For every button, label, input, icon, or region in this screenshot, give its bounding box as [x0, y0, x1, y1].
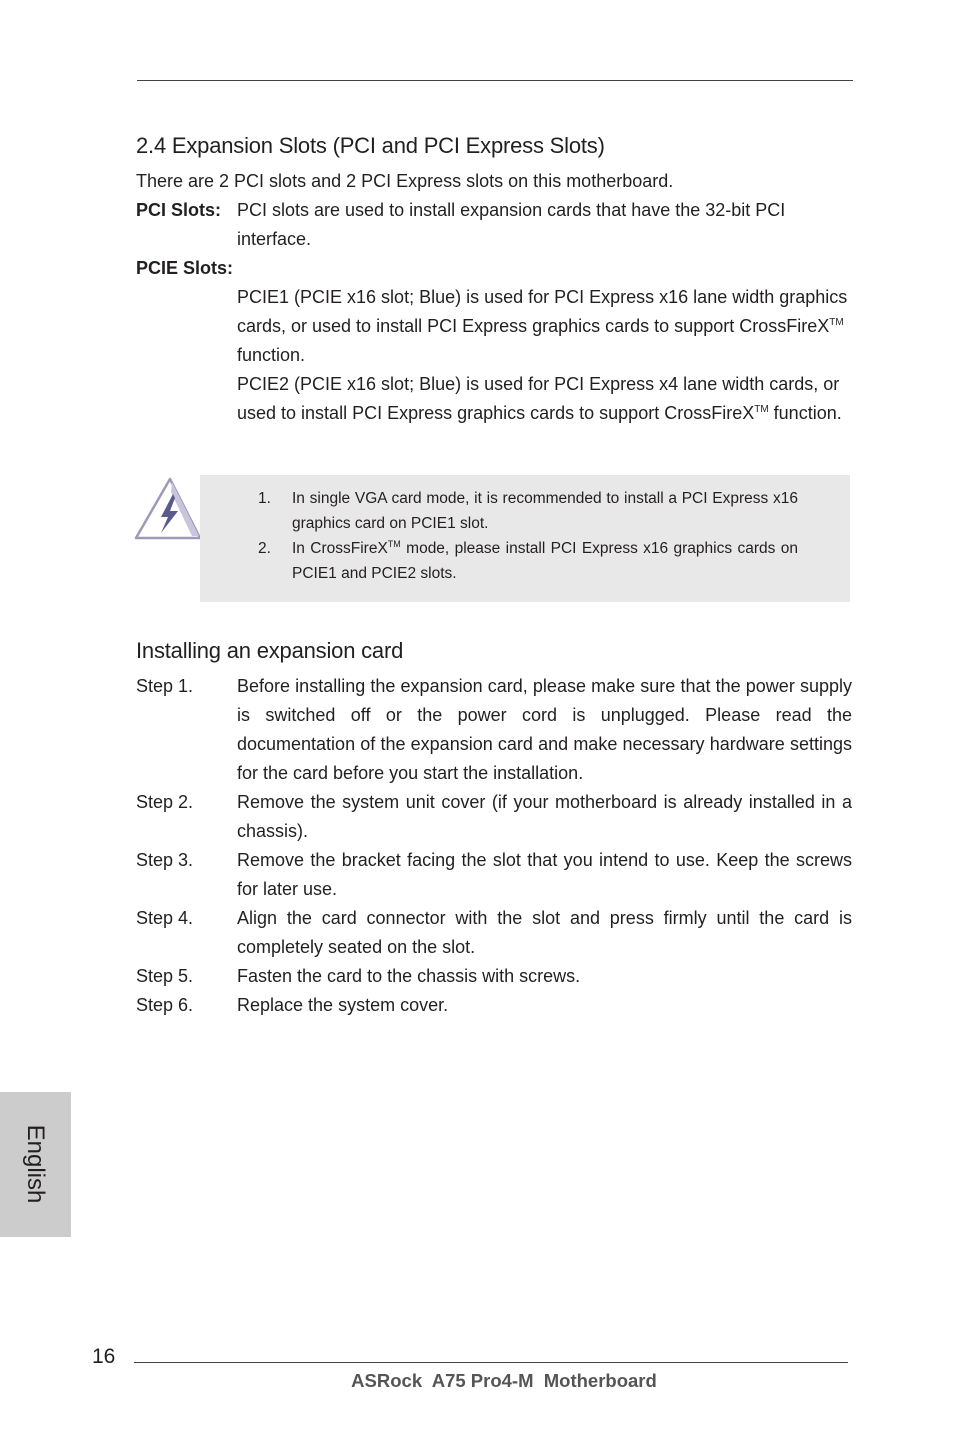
step-label: Step 2.	[136, 792, 194, 812]
note-number: 1.	[258, 490, 271, 507]
language-tab-label: English	[22, 1124, 49, 1204]
note-number: 2.	[258, 540, 271, 557]
step-label: Step 6.	[136, 995, 194, 1015]
step-text: Remove the system unit cover (if your motherboard is already installed in a chassis).	[237, 792, 852, 841]
step-label: Step 5.	[136, 966, 194, 986]
step-text: Align the card connector with the slot and press firmly until the card is completely seated on the slot.	[237, 908, 852, 957]
step-label: Step 3.	[136, 850, 194, 870]
step-text: Remove the bracket facing the slot that you intend to use. Keep the screws for later use.	[237, 850, 852, 899]
install-title: Installing an expansion card	[136, 638, 404, 663]
step-text: Replace the system cover.	[237, 995, 449, 1015]
language-tab	[0, 1092, 71, 1237]
install-step	[136, 962, 852, 991]
install-step	[136, 846, 852, 904]
step-text: Before installing the expansion card, please make sure that the power supply is switched off or the power cord is unplugged. Please read the documentation of the expansion card and make necessary hardware settings for the card before you start the installation.	[237, 676, 852, 783]
section-title: 2.4 Expansion Slots (PCI and PCI Express Slots)	[136, 133, 605, 158]
note-text: In CrossFireX™ mode, please install PCI Express x16 graphics cards on PCIE1 and PCIE2 slots.	[292, 539, 798, 582]
warning-triangle-icon	[134, 476, 202, 542]
note-item	[258, 536, 798, 586]
pci-slots-description: PCI slots are used to install expansion cards that have the 32-bit PCI interface.	[237, 200, 786, 249]
note-list	[258, 486, 798, 586]
pcie-slots-label: PCIE Slots:	[136, 258, 234, 278]
footer-rule	[134, 1362, 848, 1363]
step-text: Fasten the card to the chassis with screws.	[237, 966, 581, 986]
install-steps	[136, 672, 852, 1020]
header-rule	[137, 80, 853, 81]
install-step	[136, 904, 852, 962]
step-label: Step 4.	[136, 908, 194, 928]
install-step	[136, 672, 852, 788]
pcie-slots-description	[237, 283, 857, 428]
section-intro: There are 2 PCI slots and 2 PCI Express slots on this motherboard.	[136, 171, 674, 191]
page-number: 16	[92, 1345, 116, 1368]
install-step	[136, 991, 852, 1020]
install-step	[136, 788, 852, 846]
note-item	[258, 486, 798, 536]
footer-product-name: ASRock A75 Pro4-M Motherboard	[351, 1370, 657, 1391]
pcie2-description: PCIE2 (PCIE x16 slot; Blue) is used for PCI Express x4 lane width cards, or used to install PCI Express graphics cards to support CrossFireX™ function.	[237, 374, 842, 423]
pci-slots-label: PCI Slots:	[136, 200, 222, 220]
pcie1-description: PCIE1 (PCIE x16 slot; Blue) is used for PCI Express x16 lane width graphics cards, or used to install PCI Express graphics cards to support CrossFireX™ function.	[237, 287, 848, 365]
note-text: In single VGA card mode, it is recommended to install a PCI Express x16 graphics card on PCIE1 slot.	[292, 490, 798, 532]
step-label: Step 1.	[136, 676, 194, 696]
